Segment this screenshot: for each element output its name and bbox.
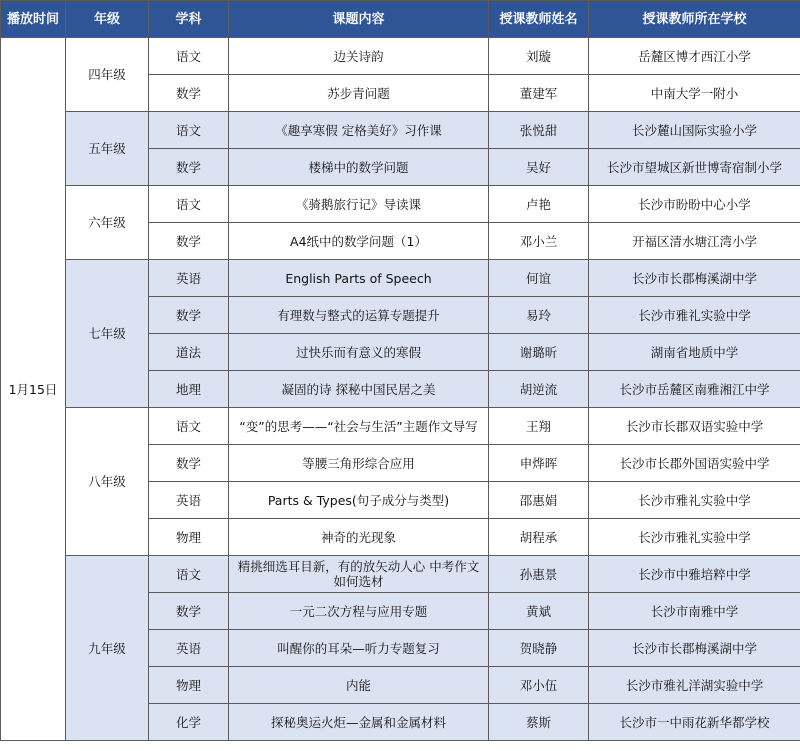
school-cell: 中南大学一附小 xyxy=(589,75,800,112)
table-row xyxy=(1,112,800,149)
header-subject: 学科 xyxy=(149,1,229,38)
school-cell: 长沙市雅礼洋湖实验中学 xyxy=(589,667,800,704)
school-cell: 长沙麓山国际实验小学 xyxy=(589,112,800,149)
table-row xyxy=(1,408,800,445)
grade-cell: 四年级 xyxy=(66,38,149,112)
subject-cell: 化学 xyxy=(149,704,229,741)
topic-cell: 楼梯中的数学问题 xyxy=(229,149,489,186)
teacher-cell: 王翔 xyxy=(489,408,589,445)
teacher-cell: 邓小伍 xyxy=(489,667,589,704)
topic-cell: 精挑细选耳目新，有的放矢动人心 中考作文如何选材 xyxy=(229,556,489,593)
teacher-cell: 孙惠景 xyxy=(489,556,589,593)
subject-cell: 数学 xyxy=(149,297,229,334)
school-cell: 长沙市雅礼实验中学 xyxy=(589,519,800,556)
topic-cell: “变”的思考——“社会与生活”主题作文导写 xyxy=(229,408,489,445)
teacher-cell: 易玲 xyxy=(489,297,589,334)
subject-cell: 数学 xyxy=(149,75,229,112)
school-cell: 长沙市中雅培粹中学 xyxy=(589,556,800,593)
subject-cell: 物理 xyxy=(149,667,229,704)
school-cell: 长沙市岳麓区南雅湘江中学 xyxy=(589,371,800,408)
school-cell: 长沙市长郡梅溪湖中学 xyxy=(589,630,800,667)
topic-cell: 苏步青问题 xyxy=(229,75,489,112)
table-row xyxy=(1,556,800,593)
subject-cell: 数学 xyxy=(149,223,229,260)
topic-cell: 等腰三角形综合应用 xyxy=(229,445,489,482)
teacher-cell: 黄斌 xyxy=(489,593,589,630)
grade-cell: 六年级 xyxy=(66,186,149,260)
grade-cell: 九年级 xyxy=(66,556,149,741)
school-cell: 长沙市望城区新世博寄宿制小学 xyxy=(589,149,800,186)
subject-cell: 语文 xyxy=(149,186,229,223)
teacher-cell: 张悦甜 xyxy=(489,112,589,149)
teacher-cell: 何谊 xyxy=(489,260,589,297)
table-row xyxy=(1,38,800,75)
teacher-cell: 卢艳 xyxy=(489,186,589,223)
subject-cell: 数学 xyxy=(149,149,229,186)
topic-cell: 一元二次方程与应用专题 xyxy=(229,593,489,630)
school-cell: 长沙市雅礼实验中学 xyxy=(589,297,800,334)
table-row xyxy=(1,186,800,223)
subject-cell: 数学 xyxy=(149,445,229,482)
teacher-cell: 贺晓静 xyxy=(489,630,589,667)
school-cell: 长沙市长郡双语实验中学 xyxy=(589,408,800,445)
school-cell: 长沙市盼盼中心小学 xyxy=(589,186,800,223)
table-row xyxy=(1,260,800,297)
teacher-cell: 蔡斯 xyxy=(489,704,589,741)
topic-cell: Parts & Types(句子成分与类型) xyxy=(229,482,489,519)
subject-cell: 语文 xyxy=(149,408,229,445)
teacher-cell: 邵惠娟 xyxy=(489,482,589,519)
grade-cell: 五年级 xyxy=(66,112,149,186)
header-topic: 课题内容 xyxy=(229,1,489,38)
subject-cell: 数学 xyxy=(149,593,229,630)
subject-cell: 语文 xyxy=(149,112,229,149)
topic-cell: 《趣享寒假 定格美好》习作课 xyxy=(229,112,489,149)
subject-cell: 英语 xyxy=(149,630,229,667)
header-school: 授课教师所在学校 xyxy=(589,1,800,38)
header-time: 播放时间 xyxy=(1,1,66,38)
topic-cell: 《骑鹅旅行记》导读课 xyxy=(229,186,489,223)
subject-cell: 英语 xyxy=(149,260,229,297)
topic-cell: 探秘奥运火炬—金属和金属材料 xyxy=(229,704,489,741)
school-cell: 长沙市长郡外国语实验中学 xyxy=(589,445,800,482)
topic-cell: 边关诗韵 xyxy=(229,38,489,75)
teacher-cell: 谢璐昕 xyxy=(489,334,589,371)
teacher-cell: 邓小兰 xyxy=(489,223,589,260)
teacher-cell: 董建军 xyxy=(489,75,589,112)
subject-cell: 地理 xyxy=(149,371,229,408)
school-cell: 开福区清水塘江湾小学 xyxy=(589,223,800,260)
header-row xyxy=(1,1,800,38)
topic-cell: 凝固的诗 探秘中国民居之美 xyxy=(229,371,489,408)
grade-cell: 八年级 xyxy=(66,408,149,556)
teacher-cell: 吴好 xyxy=(489,149,589,186)
topic-cell: A4纸中的数学问题（1） xyxy=(229,223,489,260)
teacher-cell: 申烨晖 xyxy=(489,445,589,482)
topic-cell: 过快乐而有意义的寒假 xyxy=(229,334,489,371)
subject-cell: 物理 xyxy=(149,519,229,556)
subject-cell: 语文 xyxy=(149,556,229,593)
school-cell: 长沙市长郡梅溪湖中学 xyxy=(589,260,800,297)
topic-cell: English Parts of Speech xyxy=(229,260,489,297)
school-cell: 长沙市雅礼实验中学 xyxy=(589,482,800,519)
teacher-cell: 刘璇 xyxy=(489,38,589,75)
header-teacher: 授课教师姓名 xyxy=(489,1,589,38)
topic-cell: 神奇的光现象 xyxy=(229,519,489,556)
broadcast-date: 1月15日 xyxy=(1,38,66,741)
subject-cell: 道法 xyxy=(149,334,229,371)
topic-cell: 叫醒你的耳朵—听力专题复习 xyxy=(229,630,489,667)
subject-cell: 英语 xyxy=(149,482,229,519)
subject-cell: 语文 xyxy=(149,38,229,75)
school-cell: 长沙市南雅中学 xyxy=(589,593,800,630)
school-cell: 岳麓区博才西江小学 xyxy=(589,38,800,75)
teacher-cell: 胡程承 xyxy=(489,519,589,556)
teacher-cell: 胡逆流 xyxy=(489,371,589,408)
school-cell: 长沙市一中雨花新华都学校 xyxy=(589,704,800,741)
header-grade: 年级 xyxy=(66,1,149,38)
school-cell: 湖南省地质中学 xyxy=(589,334,800,371)
topic-cell: 内能 xyxy=(229,667,489,704)
grade-cell: 七年级 xyxy=(66,260,149,408)
topic-cell: 有理数与整式的运算专题提升 xyxy=(229,297,489,334)
